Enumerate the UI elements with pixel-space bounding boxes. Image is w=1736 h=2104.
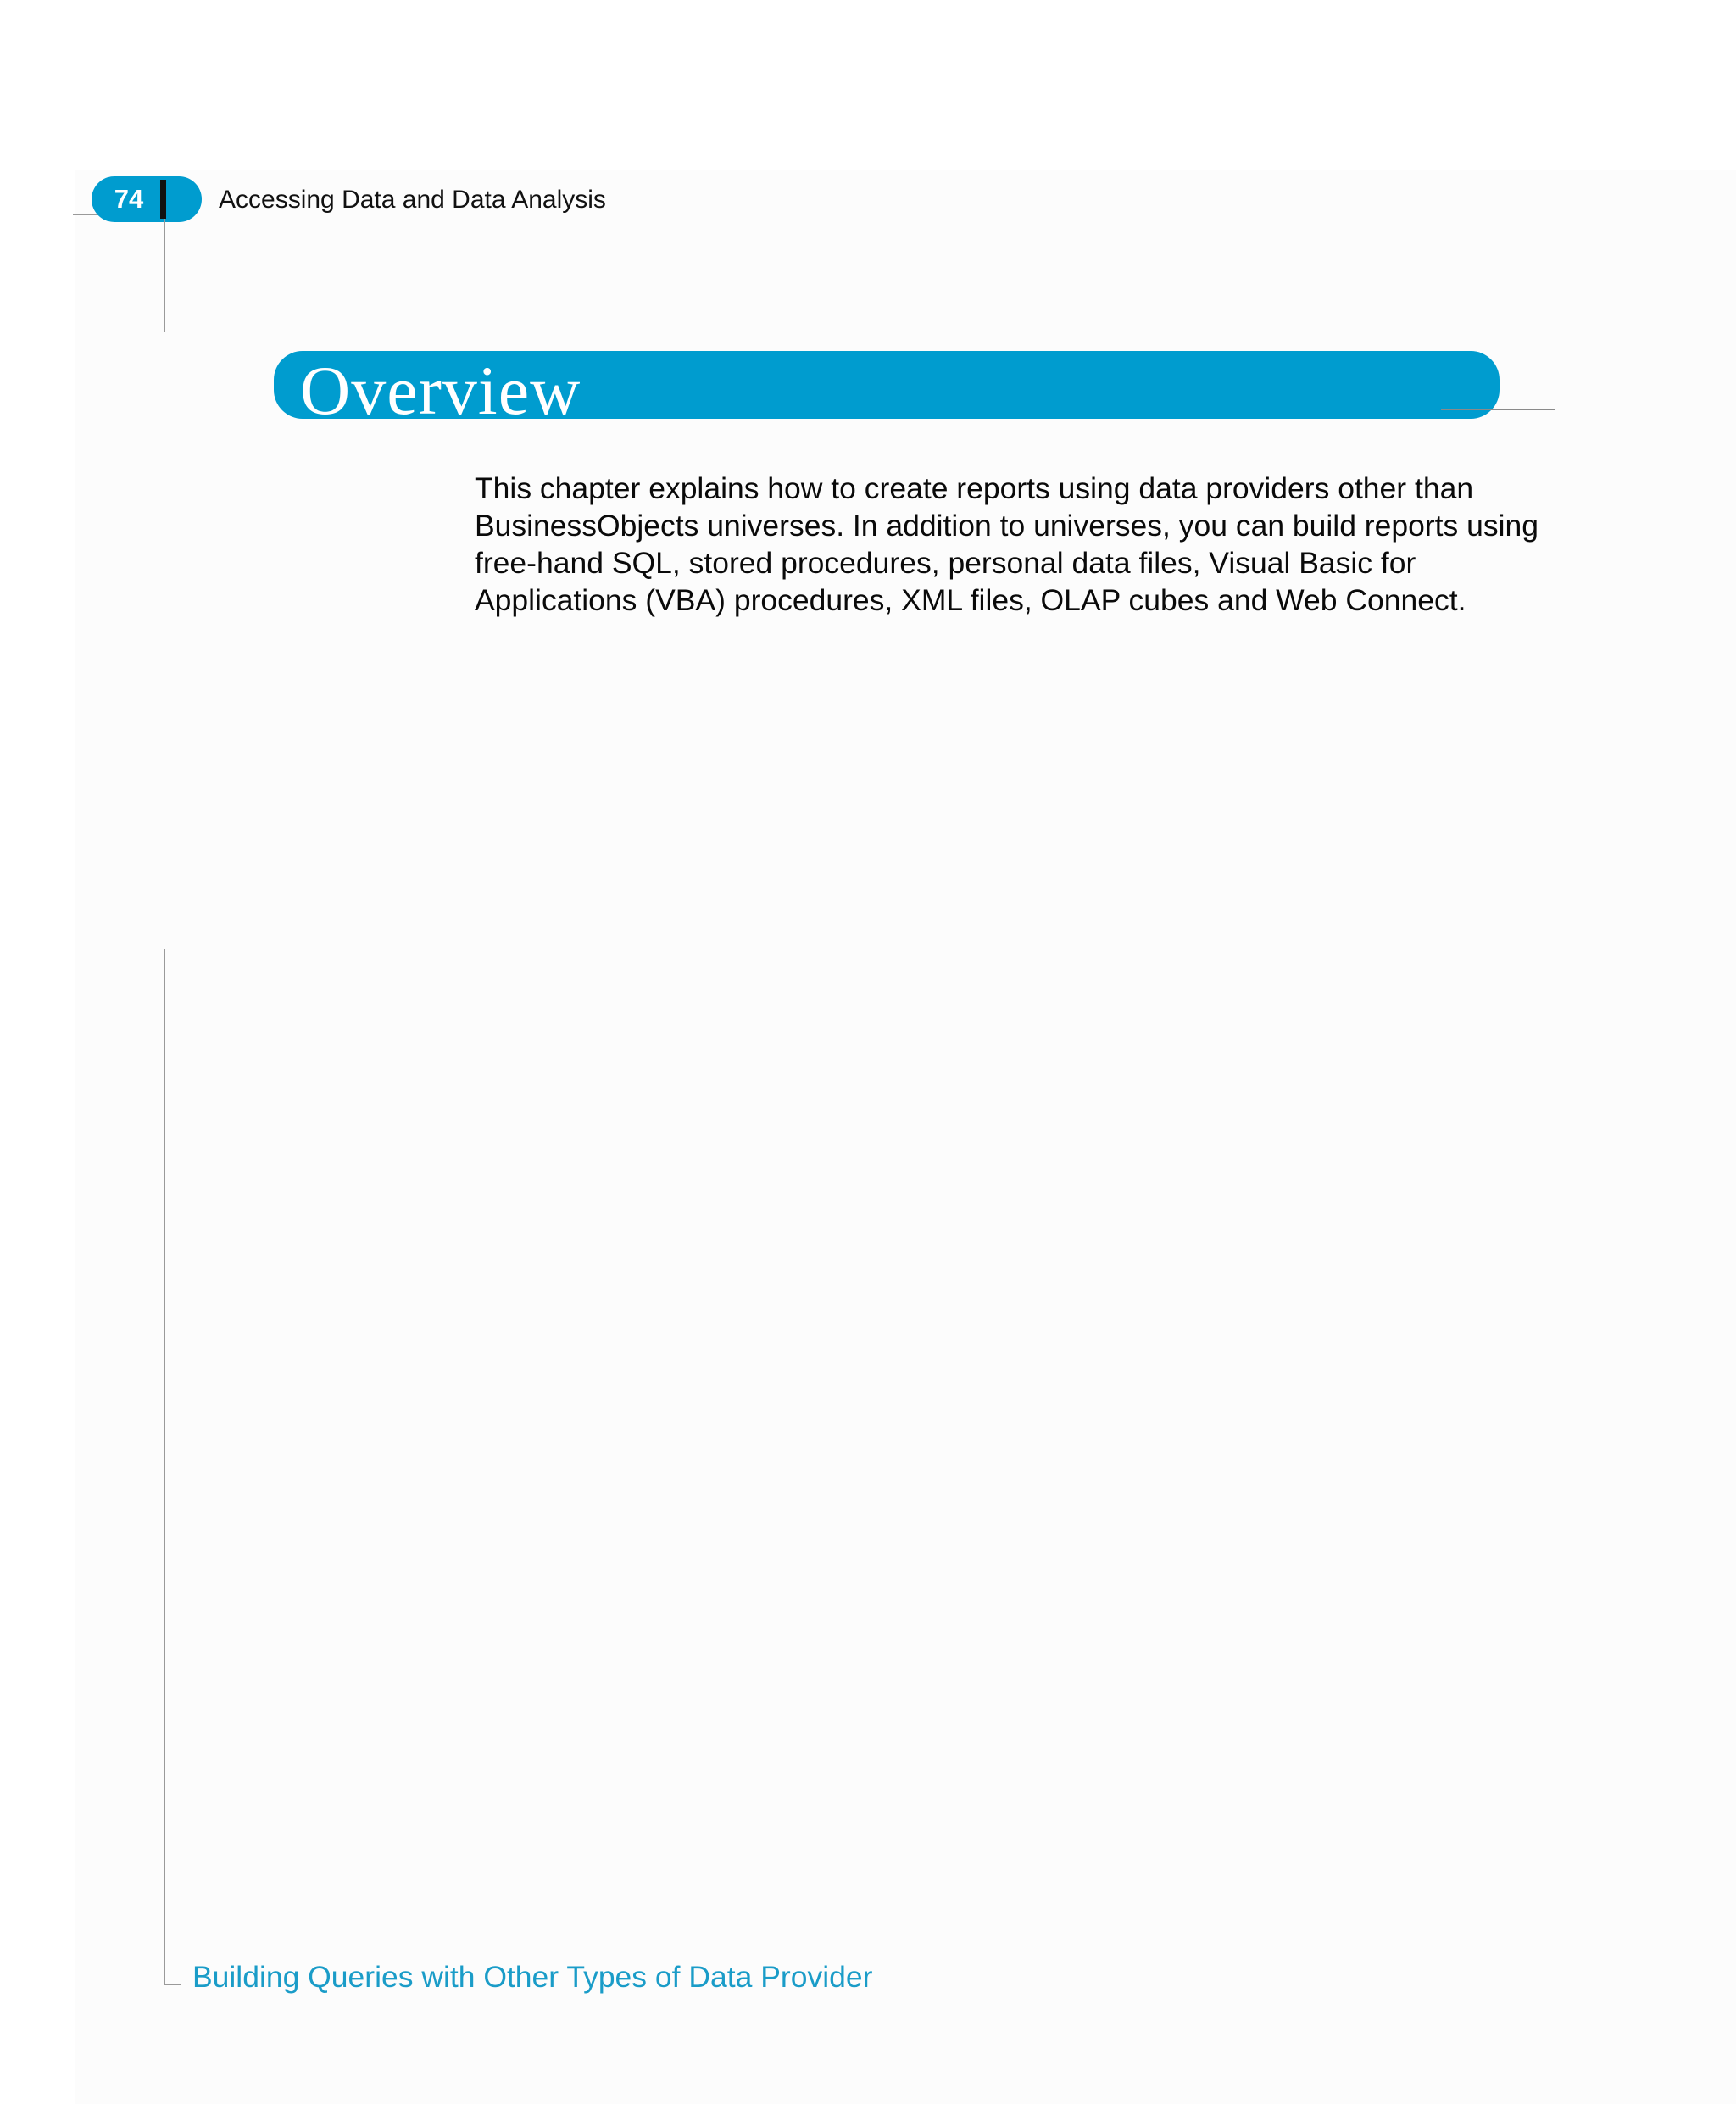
paragraph-line: Applications (VBA) procedures, XML files, OLAP cubes and Web Connect. (475, 583, 1466, 617)
overview-paragraph (475, 470, 1577, 619)
footer-rule-tick (164, 1984, 181, 1985)
section-title: Overview (300, 352, 581, 429)
page-background (75, 170, 1736, 2104)
page-number: 74 (114, 184, 144, 214)
paragraph-line: This chapter explains how to create reports using data providers other than (475, 471, 1474, 505)
running-header-title: Accessing Data and Data Analysis (219, 186, 606, 214)
margin-rule-top (164, 219, 165, 332)
margin-rule-bottom (164, 949, 165, 1985)
paragraph-line: BusinessObjects universes. In addition to universes, you can build reports using (475, 509, 1539, 543)
footer-chapter-title: Building Queries with Other Types of Data Provider (192, 1960, 873, 1994)
section-title-rule (1441, 409, 1555, 410)
paragraph-line: free-hand SQL, stored procedures, personal data files, Visual Basic for (475, 546, 1416, 580)
page-number-marker (160, 180, 166, 219)
